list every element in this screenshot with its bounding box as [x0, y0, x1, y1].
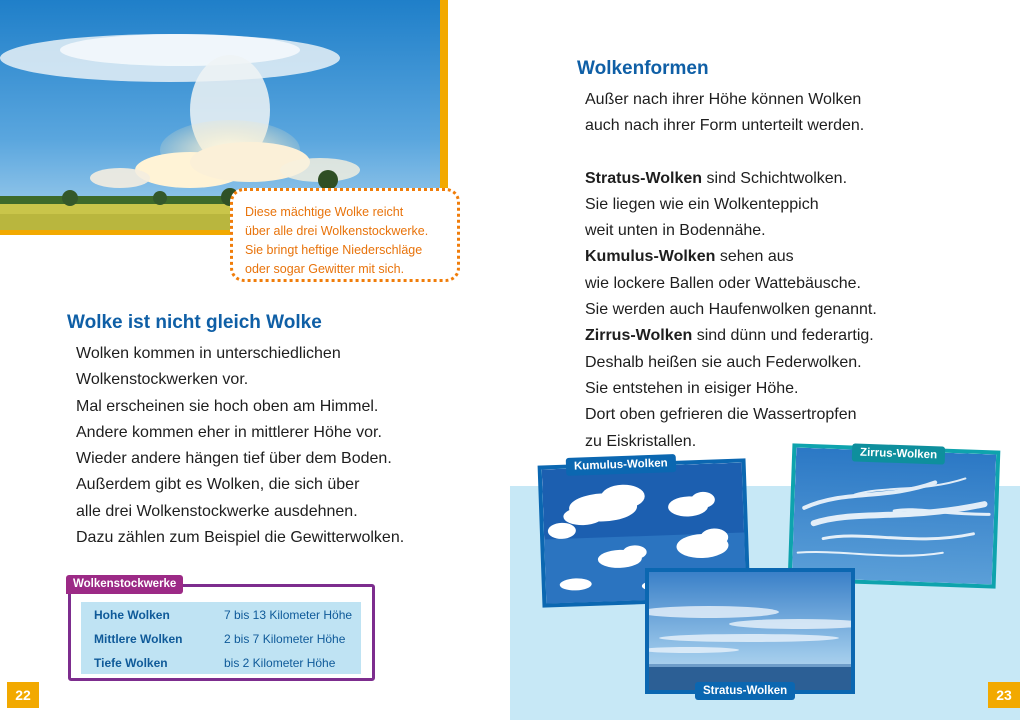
text-line: Deshalb heißen sie auch Federwolken.	[585, 353, 862, 371]
body-paragraph	[585, 87, 877, 455]
photo-label-stratus: Stratus-Wolken	[695, 682, 795, 700]
text-line: Sie entstehen in eisiger Höhe.	[585, 379, 799, 397]
zirrus-photo	[788, 443, 1001, 588]
table-row	[81, 602, 361, 626]
level-name: Tiefe Wolken	[94, 656, 168, 670]
term-kumulus: Kumulus-Wolken	[585, 248, 716, 266]
photo-caption	[230, 188, 460, 282]
stratus-photo	[645, 568, 855, 694]
text-line: Dazu zählen zum Beispiel die Gewitterwolken.	[76, 529, 405, 547]
text-line: Außerdem gibt es Wolken, die sich über	[76, 476, 360, 494]
level-height: bis 2 Kilometer Höhe	[224, 656, 336, 670]
photo-label-kumulus: Kumulus-Wolken	[566, 454, 676, 476]
table-title: Wolkenstockwerke	[66, 575, 183, 594]
section-heading: Wolke ist nicht gleich Wolke	[67, 312, 322, 333]
text-line: Wolken kommen in unterschiedlichen	[76, 345, 341, 362]
text-line: Wieder andere hängen tief über dem Boden.	[76, 450, 392, 468]
level-name: Hohe Wolken	[94, 608, 170, 622]
table-row	[81, 626, 361, 650]
cloud-levels-table	[68, 584, 375, 681]
caption-line: über alle drei Wolkenstockwerke.	[245, 224, 429, 238]
text-line: Außer nach ihrer Höhe können Wolken	[585, 91, 862, 108]
text-line: auch nach ihrer Form unterteilt werden.	[585, 117, 865, 135]
term-description: sehen aus	[715, 248, 794, 266]
section-heading: Wolkenformen	[577, 58, 709, 79]
text-line: Wolkenstockwerken vor.	[76, 371, 249, 389]
text-line: Sie werden auch Haufenwolken genannt.	[585, 301, 877, 319]
term-stratus: Stratus-Wolken	[585, 169, 703, 187]
text-line	[585, 323, 877, 349]
page-number: 23	[988, 682, 1020, 708]
text-line: zu Eiskristallen.	[585, 432, 697, 450]
right-page	[510, 0, 1020, 720]
table-body	[81, 602, 361, 674]
body-paragraph	[76, 341, 404, 551]
text-line: Mal erscheinen sie hoch oben am Himmel.	[76, 397, 379, 415]
text-line: wie lockere Ballen oder Wattebäusche.	[585, 274, 861, 292]
table-row	[81, 650, 361, 674]
text-line: alle drei Wolkenstockwerke ausdehnen.	[76, 502, 358, 520]
caption-line: Diese mächtige Wolke reicht	[245, 205, 404, 219]
term-description: sind dünn und federartig.	[692, 327, 874, 345]
text-line	[585, 244, 877, 270]
text-line: Andere kommen eher in mittlerer Höhe vor.	[76, 423, 382, 441]
term-zirrus: Zirrus-Wolken	[585, 327, 693, 345]
text-line: Sie liegen wie ein Wolkenteppich	[585, 195, 819, 213]
level-height: 7 bis 13 Kilometer Höhe	[224, 608, 353, 622]
level-name: Mittlere Wolken	[94, 632, 183, 646]
caption-line: Sie bringt heftige Niederschläge	[245, 243, 423, 257]
term-description: sind Schichtwolken.	[702, 169, 848, 187]
text-line: Dort oben gefrieren die Wassertropfen	[585, 406, 857, 424]
page-number: 22	[7, 682, 39, 708]
text-line	[585, 166, 877, 192]
paragraph-gap	[585, 140, 877, 166]
text-line: weit unten in Bodennähe.	[585, 222, 766, 240]
caption-line: oder sogar Gewitter mit sich.	[245, 262, 405, 276]
level-height: 2 bis 7 Kilometer Höhe	[224, 632, 346, 646]
photo-label-zirrus: Zirrus-Wolken	[852, 443, 946, 464]
